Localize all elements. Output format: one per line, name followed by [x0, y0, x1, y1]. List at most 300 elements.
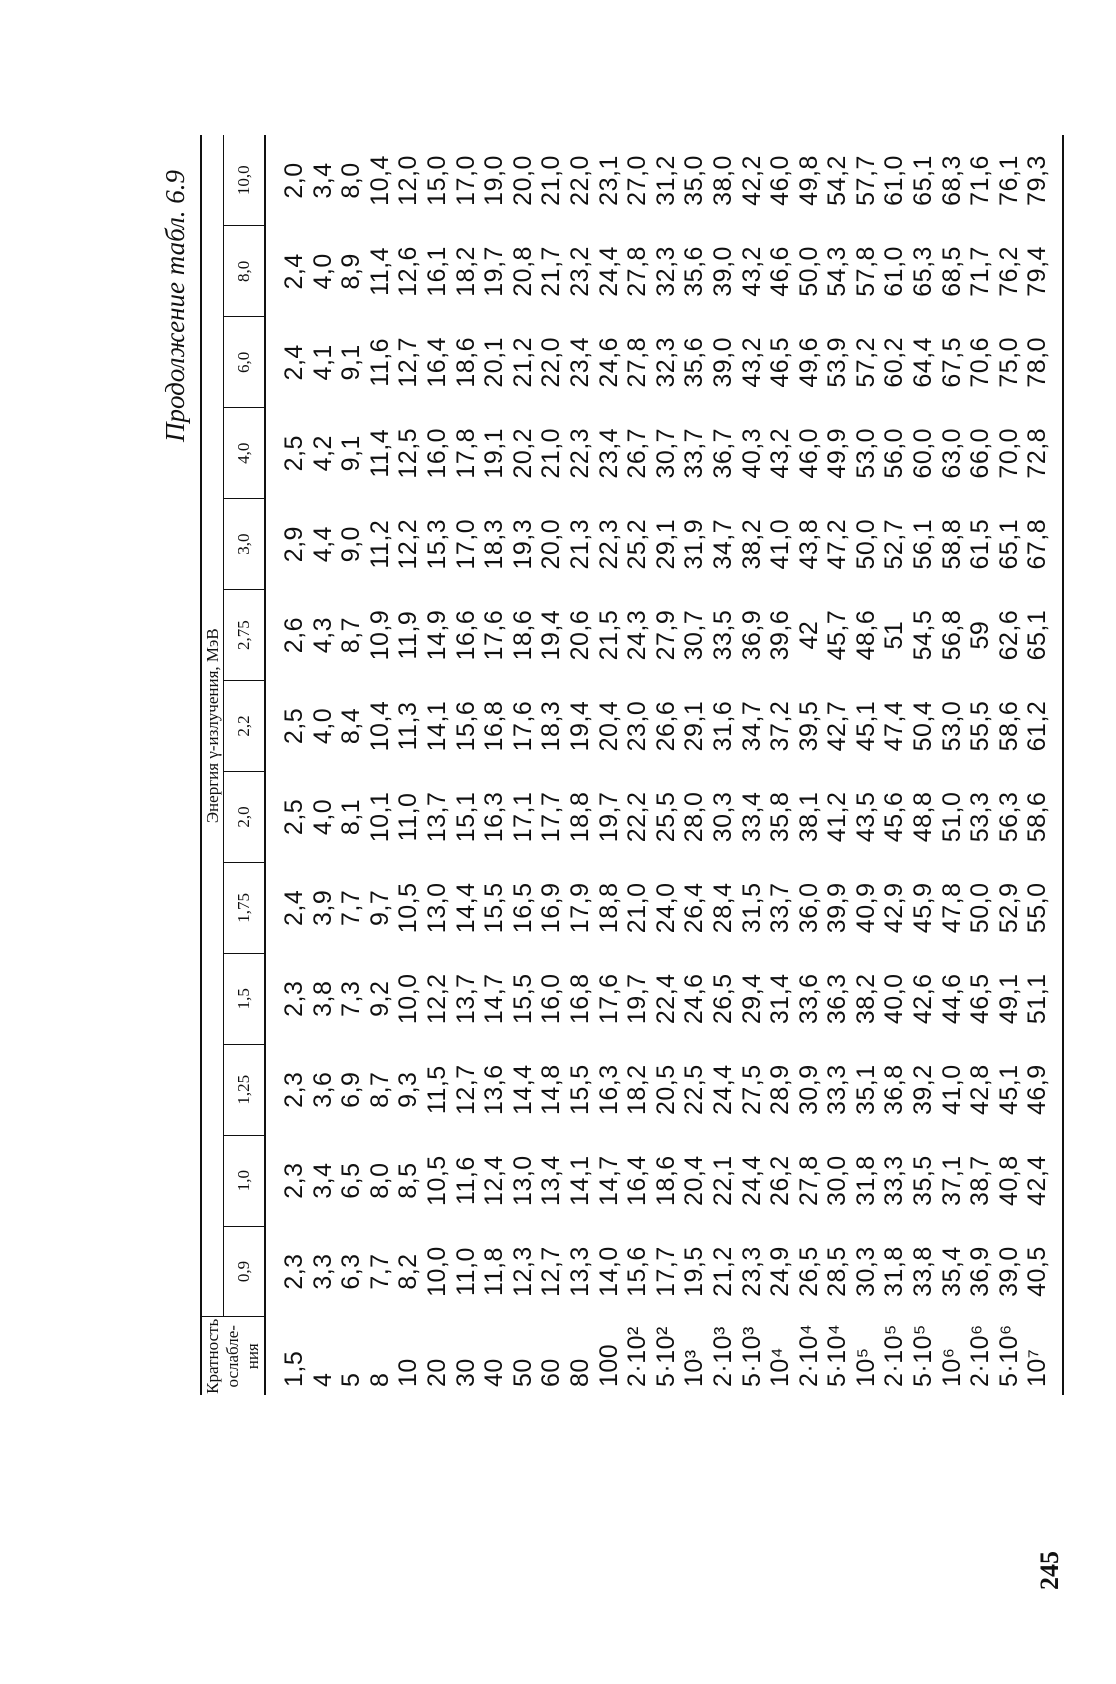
value-cell: 38,2 — [737, 518, 766, 570]
value-cell: 14,8 — [537, 1064, 566, 1116]
value-cell: 24,6 — [594, 336, 623, 388]
value-cell: 2,4 — [280, 344, 308, 381]
value-cell: 78,0 — [1023, 336, 1052, 388]
value-cell: 43,2 — [766, 427, 795, 479]
value-cell: 27,0 — [623, 155, 652, 206]
value-cell: 56,1 — [909, 518, 938, 570]
value-cell: 36,9 — [966, 1246, 995, 1297]
value-cell: 6,3 — [337, 1253, 366, 1290]
page-number: 245 — [1035, 1551, 1064, 1590]
value-cell: 33,3 — [823, 1064, 852, 1116]
table-row — [995, 135, 1024, 1395]
value-cell: 36,3 — [823, 973, 852, 1025]
value-cell: 2,5 — [280, 435, 308, 472]
value-cell: 9,0 — [337, 526, 366, 563]
table-row — [909, 135, 938, 1395]
value-cell: 9,1 — [337, 344, 366, 381]
value-cell: 10,9 — [365, 609, 394, 661]
value-cell: 15,6 — [623, 1246, 652, 1297]
value-cell: 70,6 — [966, 336, 995, 388]
value-cell: 11,8 — [480, 1247, 509, 1296]
value-cell: 39,9 — [823, 882, 852, 934]
value-cell: 8,2 — [394, 1253, 423, 1290]
value-cell: 31,2 — [651, 155, 680, 206]
attenuation-cell: 10⁶ — [937, 1347, 966, 1387]
value-cell: 45,9 — [909, 882, 938, 934]
value-cell: 17,0 — [451, 518, 480, 570]
value-cell: 46,9 — [1023, 1064, 1052, 1116]
attenuation-cell: 1,5 — [280, 1350, 308, 1387]
table-row — [938, 135, 967, 1395]
value-cell: 20,4 — [594, 700, 623, 752]
value-cell: 52,7 — [880, 518, 909, 570]
value-cell: 13,4 — [537, 1155, 566, 1206]
table-row — [623, 135, 652, 1395]
value-cell: 63,0 — [937, 427, 966, 479]
value-cell: 33,8 — [909, 1246, 938, 1297]
value-cell: 18,8 — [594, 882, 623, 934]
value-cell: 41,0 — [766, 518, 795, 570]
value-cell: 22,0 — [565, 155, 594, 206]
table-row — [394, 135, 423, 1395]
value-cell: 4,0 — [308, 707, 337, 745]
value-cell: 18,6 — [508, 609, 537, 661]
value-cell: 62,6 — [994, 609, 1023, 661]
table-row — [1023, 135, 1063, 1395]
value-cell: 12,7 — [451, 1064, 480, 1116]
value-cell: 54,3 — [823, 246, 852, 297]
value-cell: 18,8 — [565, 791, 594, 843]
value-cell: 34,7 — [737, 700, 766, 752]
value-cell: 30,3 — [708, 791, 737, 843]
value-cell: 13,7 — [422, 791, 451, 843]
value-cell: 33,7 — [680, 427, 709, 479]
value-cell: 33,3 — [880, 1155, 909, 1206]
value-cell: 48,6 — [851, 609, 880, 661]
value-cell: 12,2 — [422, 973, 451, 1025]
value-cell: 37,2 — [766, 700, 795, 752]
value-cell: 19,4 — [537, 609, 566, 661]
value-cell: 26,7 — [623, 427, 652, 479]
value-cell: 7,3 — [337, 980, 366, 1017]
value-cell: 14,1 — [422, 700, 451, 752]
value-cell: 48,8 — [909, 791, 938, 843]
value-cell: 67,5 — [937, 336, 966, 388]
value-cell: 27,8 — [623, 246, 652, 297]
value-cell: 18,2 — [623, 1064, 652, 1116]
table-row — [509, 135, 538, 1395]
value-cell: 49,1 — [994, 973, 1023, 1025]
value-cell: 17,6 — [594, 973, 623, 1025]
value-cell: 20,6 — [565, 609, 594, 661]
value-cell: 4,2 — [308, 435, 337, 472]
value-cell: 17,1 — [508, 791, 537, 843]
value-cell: 22,0 — [537, 336, 566, 388]
value-cell: 76,2 — [994, 246, 1023, 297]
value-cell: 12,0 — [394, 155, 423, 206]
value-cell: 4,4 — [308, 526, 337, 563]
value-cell: 11,5 — [422, 1065, 451, 1115]
value-cell: 2,9 — [280, 526, 308, 563]
table-row — [823, 135, 852, 1395]
value-cell: 17,7 — [537, 791, 566, 843]
value-cell: 7,7 — [365, 1253, 394, 1290]
value-cell: 27,8 — [623, 336, 652, 388]
rotated-page — [160, 130, 1116, 1665]
value-cell: 24,3 — [623, 609, 652, 661]
table-row — [480, 135, 509, 1395]
value-cell: 28,9 — [766, 1064, 795, 1116]
value-cell: 8,1 — [337, 798, 366, 836]
value-cell: 42,2 — [737, 155, 766, 206]
value-cell: 14,4 — [451, 882, 480, 934]
energy-header: 1,25 — [224, 1044, 266, 1135]
value-cell: 68,3 — [937, 155, 966, 206]
value-cell: 21,2 — [708, 1246, 737, 1297]
value-cell: 24,4 — [708, 1064, 737, 1116]
value-cell: 21,0 — [537, 427, 566, 479]
value-cell: 30,0 — [823, 1155, 852, 1206]
value-cell: 8,0 — [337, 162, 366, 199]
value-cell: 39,0 — [708, 246, 737, 297]
value-cell: 27,5 — [737, 1064, 766, 1116]
attenuation-cell: 5·10⁴ — [823, 1323, 852, 1387]
attenuation-cell: 10³ — [680, 1349, 709, 1387]
value-cell: 12,7 — [537, 1246, 566, 1297]
value-cell: 35,5 — [909, 1155, 938, 1206]
value-cell: 19,7 — [623, 973, 652, 1025]
value-cell: 16,5 — [508, 882, 537, 934]
value-cell: 24,9 — [766, 1246, 795, 1297]
value-cell: 42,9 — [880, 882, 909, 934]
value-cell: 10,5 — [422, 1155, 451, 1206]
value-cell: 16,4 — [623, 1155, 652, 1206]
value-cell: 21,5 — [594, 609, 623, 661]
value-cell: 17,7 — [651, 1246, 680, 1297]
value-cell: 53,0 — [937, 700, 966, 752]
attenuation-cell: 5·10² — [651, 1326, 680, 1387]
value-cell: 33,6 — [794, 973, 823, 1025]
table-row — [766, 135, 795, 1395]
value-cell: 42 — [794, 620, 823, 650]
value-cell: 19,4 — [565, 700, 594, 752]
value-cell: 20,5 — [651, 1064, 680, 1116]
table-row — [537, 135, 566, 1395]
table-row — [423, 135, 452, 1395]
value-cell: 38,0 — [708, 155, 737, 206]
energy-header: 0,9 — [224, 1226, 266, 1317]
value-cell: 46,5 — [966, 973, 995, 1025]
value-cell: 53,9 — [823, 336, 852, 388]
value-cell: 8,4 — [337, 707, 366, 745]
value-cell: 46,5 — [766, 336, 795, 388]
attenuation-table — [200, 135, 1064, 1395]
value-cell: 40,0 — [880, 973, 909, 1025]
value-cell: 8,7 — [337, 616, 366, 654]
value-cell: 4,1 — [308, 344, 337, 381]
value-cell: 35,0 — [680, 155, 709, 206]
value-cell: 38,7 — [966, 1155, 995, 1206]
value-cell: 49,8 — [794, 155, 823, 206]
attenuation-cell: 20 — [422, 1358, 451, 1387]
table-body — [265, 135, 1063, 1395]
value-cell: 22,5 — [680, 1064, 709, 1116]
value-cell: 14,7 — [594, 1155, 623, 1206]
value-cell: 42,7 — [823, 700, 852, 752]
value-cell: 39,0 — [994, 1246, 1023, 1297]
value-cell: 33,7 — [766, 882, 795, 934]
value-cell: 3,6 — [308, 1071, 337, 1108]
value-cell: 31,6 — [708, 700, 737, 752]
value-cell: 10,0 — [394, 973, 423, 1025]
value-cell: 36,7 — [708, 427, 737, 479]
value-cell: 18,6 — [451, 336, 480, 388]
value-cell: 31,9 — [680, 518, 709, 570]
attenuation-cell: 100 — [594, 1343, 623, 1387]
value-cell: 10,1 — [365, 791, 394, 843]
value-cell: 19,7 — [594, 791, 623, 843]
value-cell: 21,7 — [537, 246, 566, 297]
value-cell: 10,0 — [422, 1246, 451, 1297]
value-cell: 6,5 — [337, 1162, 366, 1199]
value-cell: 24,6 — [680, 973, 709, 1025]
value-cell: 27,8 — [794, 1155, 823, 1206]
energy-header: 1,5 — [224, 953, 266, 1044]
value-cell: 42,6 — [909, 973, 938, 1025]
value-cell: 39,2 — [909, 1064, 938, 1116]
attenuation-cell: 2·10⁶ — [966, 1324, 995, 1387]
value-cell: 35,1 — [851, 1064, 880, 1116]
value-cell: 12,4 — [480, 1155, 509, 1206]
value-cell: 40,5 — [1023, 1246, 1052, 1297]
value-cell: 4,0 — [308, 253, 337, 290]
attenuation-cell: 5·10³ — [737, 1326, 766, 1387]
value-cell: 22,2 — [623, 791, 652, 843]
value-cell: 11,6 — [451, 1156, 480, 1206]
value-cell: 2,6 — [280, 616, 308, 654]
attenuation-cell: 5·10⁵ — [909, 1324, 938, 1387]
value-cell: 61,2 — [1023, 700, 1052, 752]
value-cell: 16,0 — [422, 427, 451, 479]
value-cell: 17,6 — [508, 700, 537, 752]
value-cell: 9,3 — [394, 1071, 423, 1108]
value-cell: 15,5 — [565, 1064, 594, 1116]
table-row — [852, 135, 881, 1395]
value-cell: 18,3 — [537, 700, 566, 752]
table-row — [738, 135, 767, 1395]
value-cell: 18,3 — [480, 518, 509, 570]
value-cell: 30,7 — [651, 427, 680, 479]
table-row — [566, 135, 595, 1395]
value-cell: 79,4 — [1023, 246, 1052, 297]
value-cell: 12,7 — [394, 336, 423, 388]
value-cell: 39,0 — [708, 336, 737, 388]
value-cell: 20,4 — [680, 1155, 709, 1206]
value-cell: 36,8 — [880, 1064, 909, 1116]
value-cell: 24,4 — [737, 1155, 766, 1206]
value-cell: 12,2 — [394, 518, 423, 570]
value-cell: 13,0 — [422, 882, 451, 934]
value-cell: 64,4 — [909, 336, 938, 388]
value-cell: 31,8 — [851, 1155, 880, 1206]
value-cell: 65,1 — [909, 155, 938, 206]
value-cell: 68,5 — [937, 246, 966, 297]
table-row — [880, 135, 909, 1395]
value-cell: 40,8 — [994, 1155, 1023, 1206]
value-cell: 13,3 — [565, 1246, 594, 1297]
value-cell: 2,5 — [280, 707, 308, 745]
value-cell: 50,0 — [851, 518, 880, 570]
value-cell: 66,0 — [966, 427, 995, 479]
value-cell: 43,2 — [737, 246, 766, 297]
value-cell: 3,9 — [308, 889, 337, 926]
value-cell: 2,3 — [280, 1071, 308, 1108]
table-row — [652, 135, 681, 1395]
value-cell: 2,4 — [280, 253, 308, 290]
attenuation-cell: 2·10² — [623, 1326, 652, 1387]
value-cell: 16,4 — [422, 336, 451, 388]
energy-header: 2,2 — [224, 681, 266, 772]
value-cell: 21,2 — [508, 336, 537, 388]
attenuation-cell: 5·10⁶ — [994, 1324, 1023, 1387]
value-cell: 49,6 — [794, 336, 823, 388]
value-cell: 22,1 — [708, 1155, 737, 1206]
value-cell: 22,3 — [594, 518, 623, 570]
value-cell: 24,0 — [651, 882, 680, 934]
value-cell: 23,4 — [594, 427, 623, 479]
value-cell: 35,4 — [937, 1246, 966, 1297]
value-cell: 20,1 — [480, 336, 509, 388]
value-cell: 37,1 — [937, 1155, 966, 1206]
value-cell: 76,1 — [994, 155, 1023, 206]
value-cell: 45,1 — [851, 700, 880, 752]
value-cell: 2,3 — [280, 1253, 308, 1290]
value-cell: 21,0 — [537, 155, 566, 206]
value-cell: 43,5 — [851, 791, 880, 843]
value-cell: 40,3 — [737, 427, 766, 479]
attenuation-cell: 8 — [365, 1372, 394, 1387]
value-cell: 36,0 — [794, 882, 823, 934]
value-cell: 47,8 — [937, 882, 966, 934]
value-cell: 71,7 — [966, 246, 995, 297]
value-cell: 36,9 — [737, 609, 766, 661]
value-cell: 20,8 — [508, 246, 537, 297]
value-cell: 16,3 — [480, 791, 509, 843]
value-cell: 23,2 — [565, 246, 594, 297]
table-row — [452, 135, 481, 1395]
value-cell: 25,5 — [651, 791, 680, 843]
value-cell: 14,9 — [422, 609, 451, 661]
value-cell: 65,1 — [1023, 609, 1052, 661]
value-cell: 13,6 — [480, 1064, 509, 1116]
table-row — [337, 135, 366, 1395]
value-cell: 27,9 — [651, 609, 680, 661]
value-cell: 13,7 — [451, 973, 480, 1025]
value-cell: 30,3 — [851, 1246, 880, 1297]
value-cell: 14,0 — [594, 1246, 623, 1297]
value-cell: 8,7 — [365, 1071, 394, 1108]
value-cell: 35,8 — [766, 791, 795, 843]
value-cell: 10,4 — [365, 700, 394, 752]
attenuation-cell: 60 — [537, 1358, 566, 1387]
value-cell: 12,6 — [394, 246, 423, 297]
attenuation-cell: 10⁴ — [766, 1346, 795, 1387]
value-cell: 54,5 — [909, 609, 938, 661]
value-cell: 52,9 — [994, 882, 1023, 934]
value-cell: 17,9 — [565, 882, 594, 934]
value-cell: 53,3 — [966, 791, 995, 843]
value-cell: 20,0 — [508, 155, 537, 206]
table-row — [966, 135, 995, 1395]
energy-header: 1,0 — [224, 1135, 266, 1226]
value-cell: 21,0 — [623, 882, 652, 934]
table-row — [709, 135, 738, 1395]
value-cell: 60,2 — [880, 336, 909, 388]
value-cell: 17,0 — [451, 155, 480, 206]
value-cell: 58,8 — [937, 518, 966, 570]
value-cell: 15,0 — [422, 155, 451, 206]
value-cell: 55,5 — [966, 700, 995, 752]
value-cell: 4,0 — [308, 798, 337, 836]
value-cell: 9,1 — [337, 435, 366, 472]
attenuation-cell: 4 — [308, 1372, 337, 1387]
energy-header: 10,0 — [224, 135, 266, 226]
value-cell: 11,4 — [365, 428, 394, 478]
value-cell: 17,6 — [480, 609, 509, 661]
value-cell: 11,4 — [365, 247, 394, 296]
value-cell: 51 — [880, 620, 909, 650]
value-cell: 61,0 — [880, 246, 909, 297]
table-caption: Продолжение табл. 6.9 — [160, 170, 190, 443]
value-cell: 18,2 — [451, 246, 480, 297]
value-cell: 42,8 — [966, 1064, 995, 1116]
value-cell: 13,0 — [508, 1155, 537, 1206]
value-cell: 22,3 — [565, 427, 594, 479]
value-cell: 9,2 — [365, 980, 394, 1017]
value-cell: 29,4 — [737, 973, 766, 1025]
energy-header: 2,0 — [224, 771, 266, 862]
value-cell: 44,6 — [937, 973, 966, 1025]
energy-group-header: Энергия γ-излучения, МэВ — [201, 135, 224, 1317]
value-cell: 70,0 — [994, 427, 1023, 479]
value-cell: 51,0 — [937, 791, 966, 843]
value-cell: 46,6 — [766, 246, 795, 297]
value-cell: 57,7 — [851, 155, 880, 206]
value-cell: 56,8 — [937, 609, 966, 661]
value-cell: 14,4 — [508, 1064, 537, 1116]
value-cell: 15,5 — [508, 973, 537, 1025]
table-row — [795, 135, 824, 1395]
value-cell: 47,2 — [823, 518, 852, 570]
value-cell: 19,3 — [508, 518, 537, 570]
value-cell: 25,2 — [623, 518, 652, 570]
value-cell: 16,0 — [537, 973, 566, 1025]
value-cell: 28,5 — [823, 1246, 852, 1297]
value-cell: 3,4 — [308, 162, 337, 199]
value-cell: 23,0 — [623, 700, 652, 752]
value-cell: 10,4 — [365, 155, 394, 206]
value-cell: 57,2 — [851, 336, 880, 388]
value-cell: 47,4 — [880, 700, 909, 752]
attenuation-cell: 5 — [337, 1372, 366, 1387]
value-cell: 3,3 — [308, 1253, 337, 1290]
value-cell: 19,1 — [480, 427, 509, 479]
value-cell: 34,7 — [708, 518, 737, 570]
attenuation-cell: 30 — [451, 1358, 480, 1387]
value-cell: 23,4 — [565, 336, 594, 388]
attenuation-cell: 2·10³ — [708, 1326, 737, 1387]
value-cell: 33,4 — [737, 791, 766, 843]
